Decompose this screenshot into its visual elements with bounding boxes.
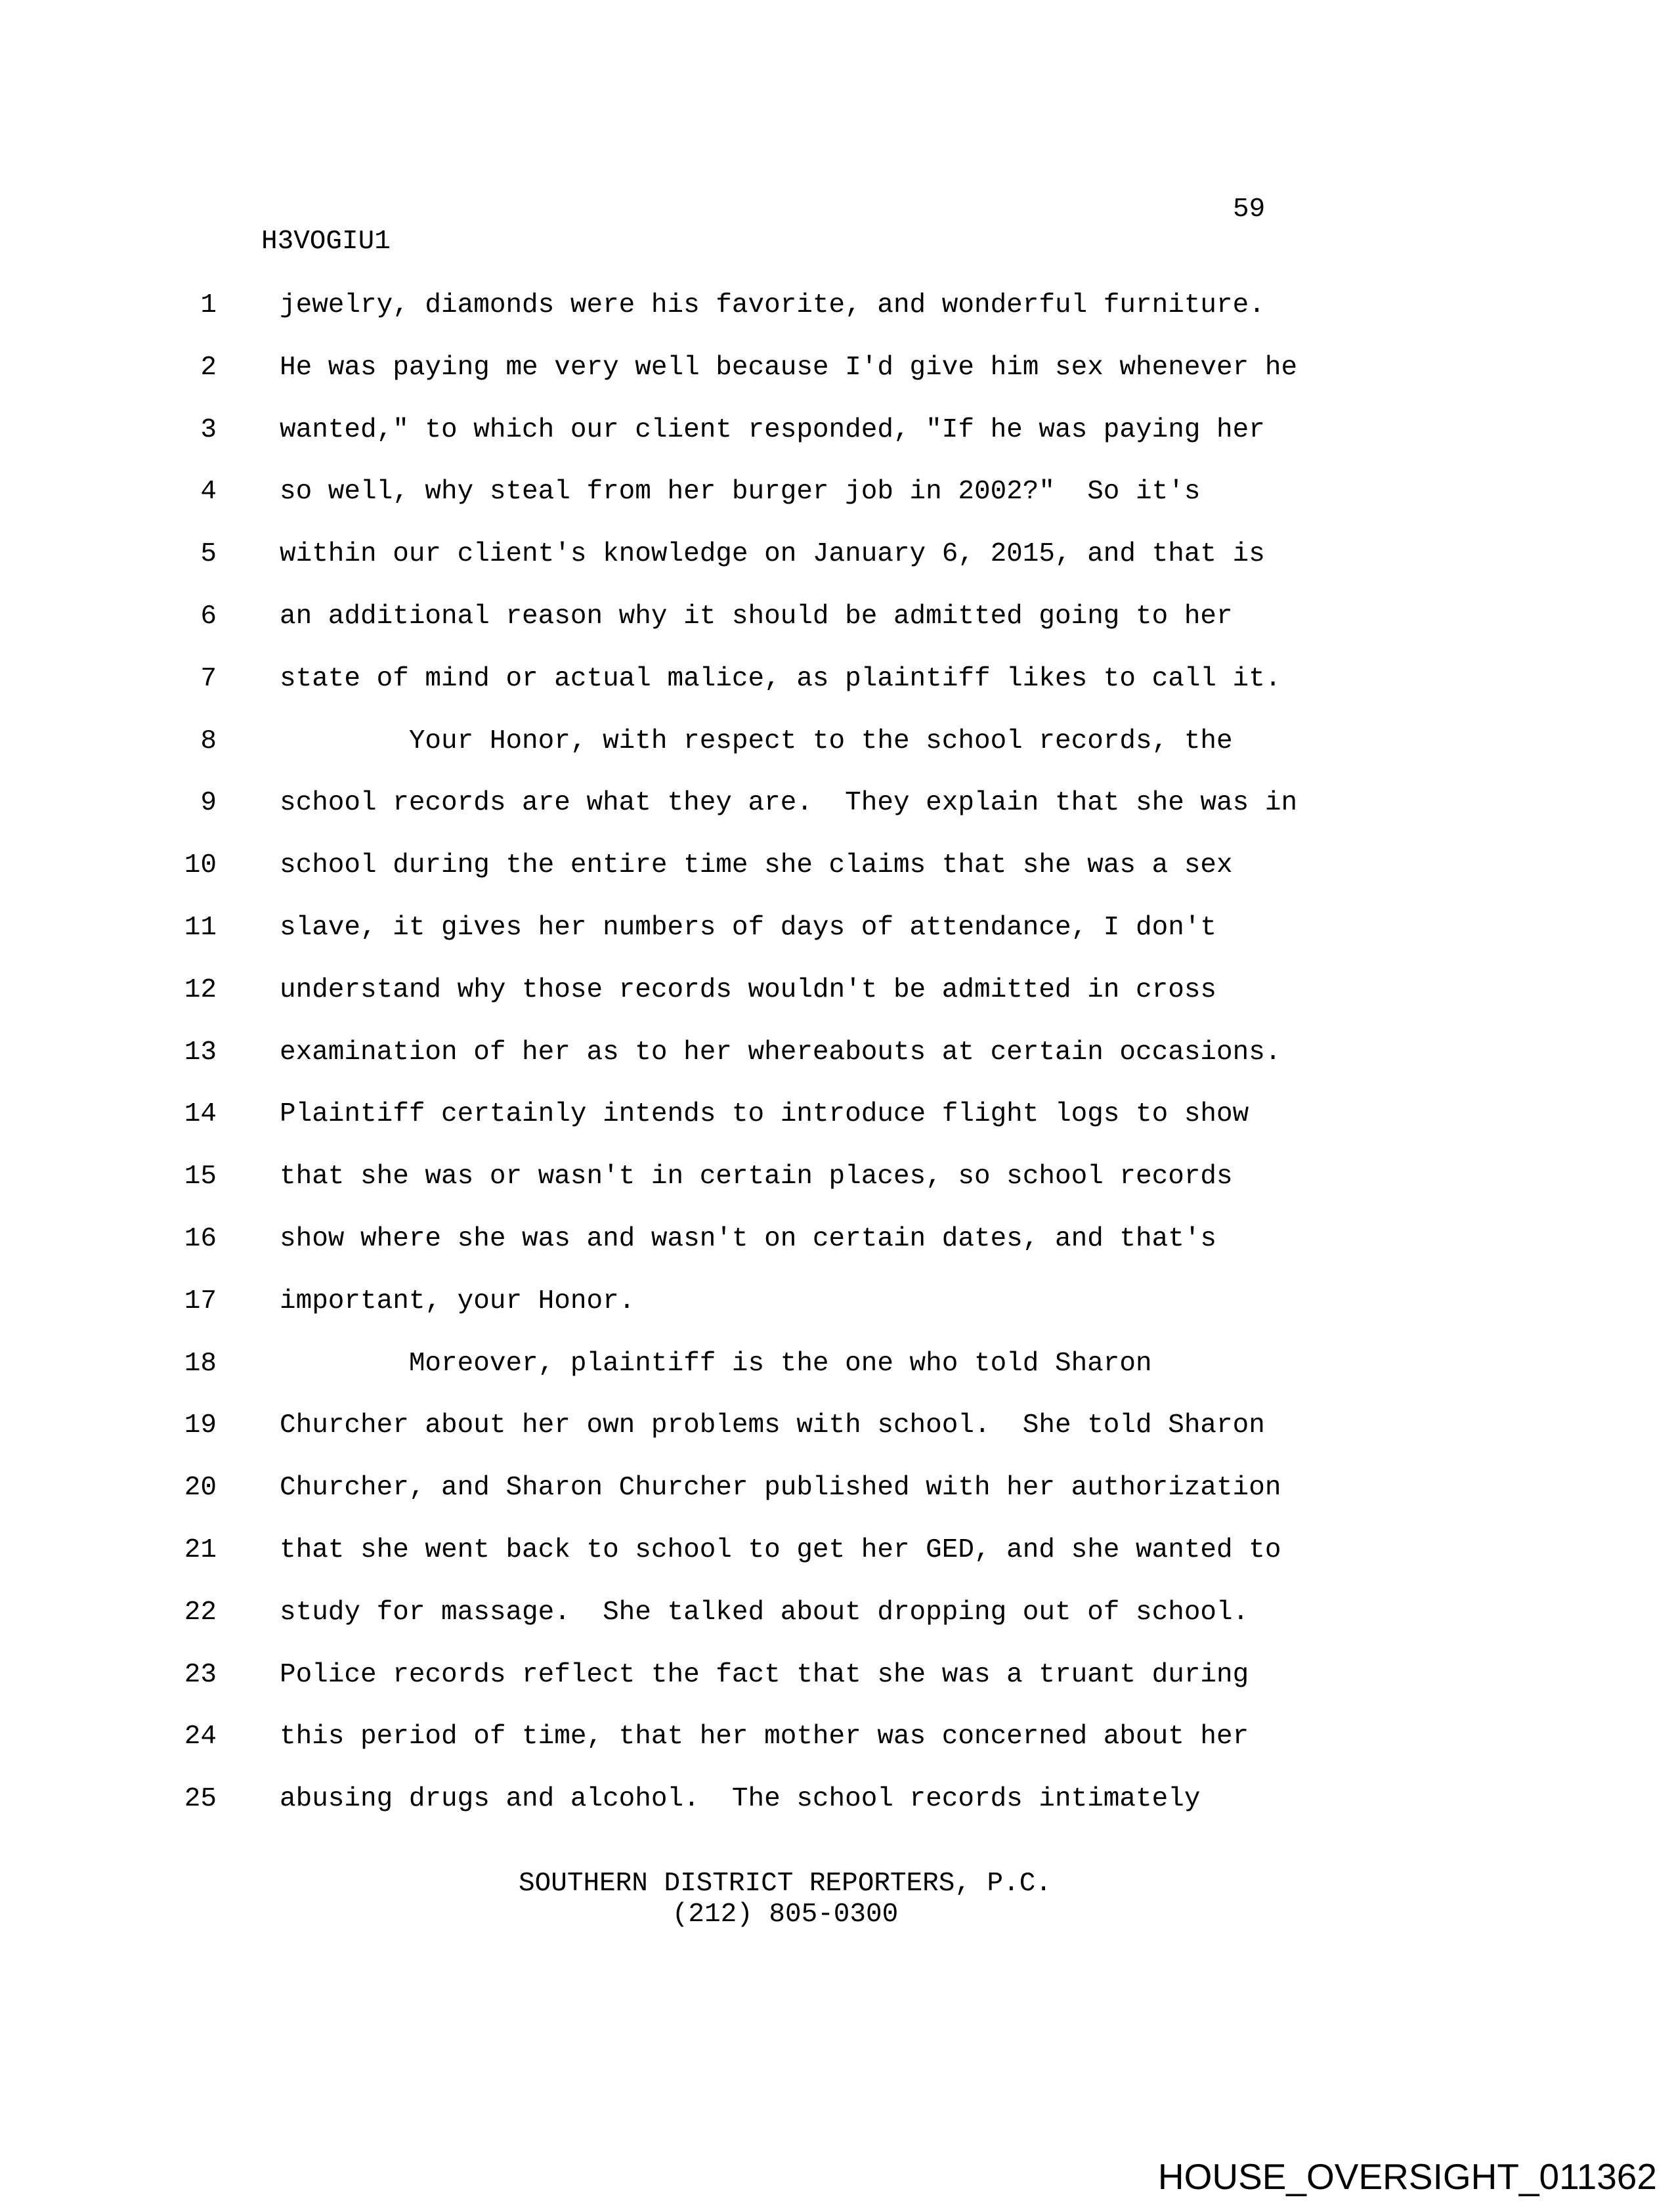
line-number: 9	[200, 788, 217, 819]
line-number: 5	[200, 539, 217, 570]
transcript-line	[0, 1146, 1674, 1208]
line-number: 24	[184, 1722, 217, 1752]
line-text: Your Honor, with respect to the school records, the	[280, 726, 1233, 756]
transcript-line	[0, 959, 1674, 1022]
line-number: 23	[184, 1659, 217, 1690]
line-number: 7	[200, 663, 217, 694]
line-number: 22	[184, 1597, 217, 1628]
transcript-line	[0, 523, 1674, 586]
line-text: important, your Honor.	[280, 1286, 635, 1316]
transcript-line	[0, 274, 1674, 337]
line-number: 18	[184, 1348, 217, 1379]
line-text: Churcher about her own problems with school. She told Sharon	[280, 1410, 1265, 1441]
line-number: 10	[184, 850, 217, 881]
line-text: Police records reflect the fact that she was a truant during	[280, 1659, 1249, 1690]
line-text: slave, it gives her numbers of days of attendance, I don't	[280, 912, 1217, 943]
line-number: 21	[184, 1534, 217, 1565]
reporter-phone: (212) 805-0300	[672, 1899, 899, 1930]
transcript-line	[0, 461, 1674, 523]
transcript-line	[0, 1395, 1674, 1457]
reporter-name: SOUTHERN DISTRICT REPORTERS, P.C.	[519, 1869, 1052, 1899]
line-text: abusing drugs and alcohol. The school records intimately	[280, 1784, 1201, 1815]
line-text: so well, why steal from her burger job in 2002?" So it's	[280, 477, 1201, 508]
line-text: state of mind or actual malice, as plaintiff likes to call it.	[280, 663, 1281, 694]
transcript-line	[0, 1644, 1674, 1706]
transcript-line	[0, 1022, 1674, 1084]
transcript-line	[0, 337, 1674, 399]
line-number: 11	[184, 912, 217, 943]
transcript-line	[0, 1333, 1674, 1395]
transcript-line	[0, 1083, 1674, 1146]
line-text: that she was or wasn't in certain places, so school records	[280, 1161, 1233, 1192]
line-number: 13	[184, 1037, 217, 1068]
transcript-line	[0, 399, 1674, 462]
transcript-line	[0, 1208, 1674, 1270]
line-number: 20	[184, 1473, 217, 1504]
transcript-line	[0, 648, 1674, 710]
line-text: show where she was and wasn't on certain dates, and that's	[280, 1223, 1217, 1254]
transcript-line	[0, 1519, 1674, 1582]
line-text: Plaintiff certainly intends to introduce flight logs to show	[280, 1099, 1249, 1130]
transcript-line	[0, 586, 1674, 648]
line-text: Moreover, plaintiff is the one who told Sharon	[280, 1348, 1152, 1379]
transcript-line	[0, 1582, 1674, 1644]
transcript-line	[0, 772, 1674, 835]
line-text: wanted," to which our client responded, "If he was paying her	[280, 414, 1265, 445]
line-text: jewelry, diamonds were his favorite, and wonderful furniture.	[280, 290, 1265, 320]
session-id: H3VOGIU1	[261, 227, 391, 257]
line-text: school during the entire time she claims that she was a sex	[280, 850, 1233, 881]
page-number: 59	[1233, 194, 1266, 225]
transcript-line	[0, 835, 1674, 897]
line-text: study for massage. She talked about dropping out of school.	[280, 1597, 1249, 1628]
line-number: 3	[200, 414, 217, 445]
transcript-line	[0, 710, 1674, 773]
line-text: within our client's knowledge on January 6, 2015, and that is	[280, 539, 1265, 570]
transcript-body	[0, 274, 1674, 1831]
line-number: 14	[184, 1099, 217, 1130]
line-text: that she went back to school to get her GED, and she wanted to	[280, 1534, 1281, 1565]
bates-number: HOUSE_OVERSIGHT_011362	[1157, 2156, 1657, 2197]
line-number: 1	[200, 290, 217, 320]
line-number: 19	[184, 1410, 217, 1441]
line-number: 6	[200, 601, 217, 632]
line-number: 15	[184, 1161, 217, 1192]
line-number: 2	[200, 352, 217, 383]
line-text: He was paying me very well because I'd give him sex whenever he	[280, 352, 1298, 383]
line-number: 8	[200, 726, 217, 756]
line-text: Churcher, and Sharon Churcher published with her authorization	[280, 1473, 1281, 1504]
line-number: 17	[184, 1286, 217, 1316]
transcript-line	[0, 1270, 1674, 1333]
line-number: 4	[200, 477, 217, 508]
line-text: an additional reason why it should be admitted going to her	[280, 601, 1233, 632]
line-text: understand why those records wouldn't be admitted in cross	[280, 974, 1217, 1005]
transcript-line	[0, 897, 1674, 959]
transcript-line	[0, 1706, 1674, 1768]
line-text: school records are what they are. They explain that she was in	[280, 788, 1298, 819]
transcript-line	[0, 1457, 1674, 1519]
line-number: 12	[184, 974, 217, 1005]
transcript-line	[0, 1768, 1674, 1831]
line-number: 16	[184, 1223, 217, 1254]
reporter-footer	[280, 1869, 1291, 1930]
line-text: this period of time, that her mother was concerned about her	[280, 1722, 1249, 1752]
line-text: examination of her as to her whereabouts at certain occasions.	[280, 1037, 1281, 1068]
line-number: 25	[184, 1784, 217, 1815]
